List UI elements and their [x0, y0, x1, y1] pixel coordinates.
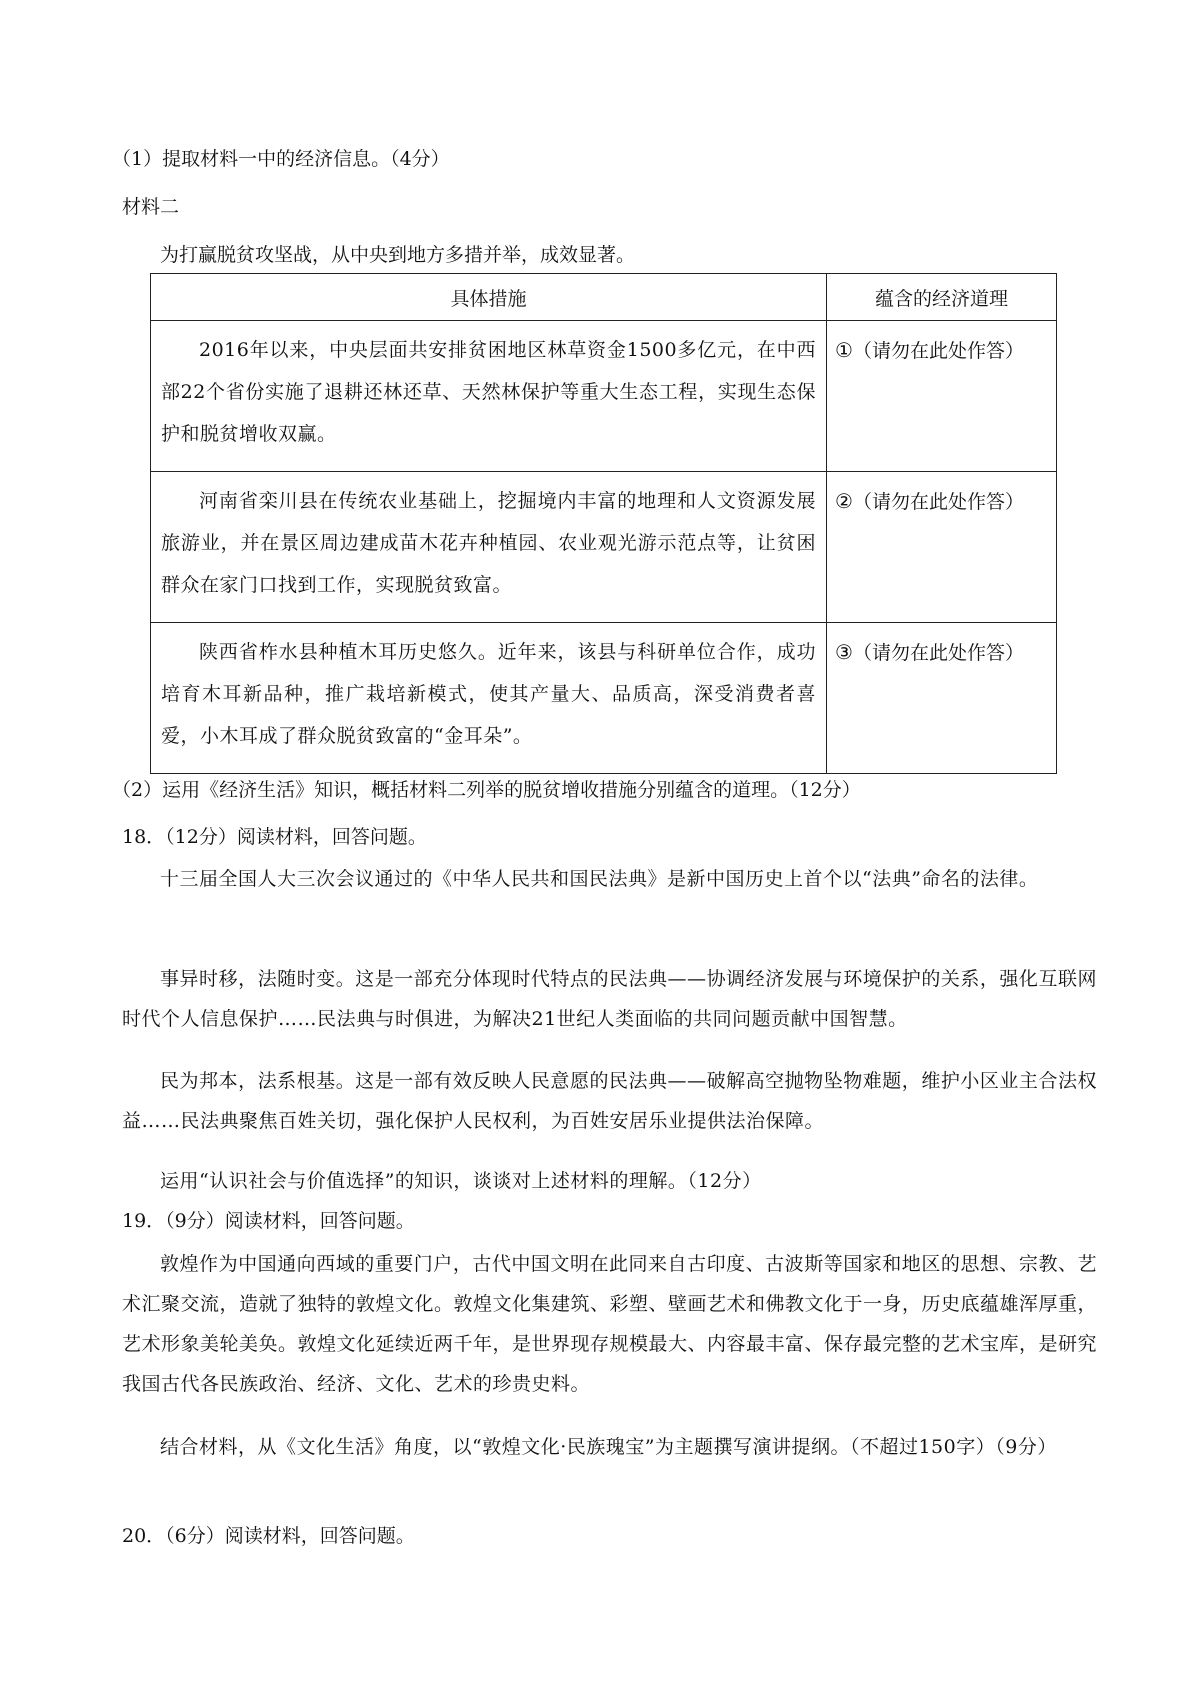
header-economic-principle: 蕴含的经济道理: [827, 274, 1057, 321]
q18-question: 运用“认识社会与价值选择”的知识，谈谈对上述材料的理解。（12分）: [160, 1170, 762, 1192]
q17-part1-prompt: （1）提取材料一中的经济信息。（4分）: [112, 148, 450, 170]
no-answer-note: （请勿在此处作答）: [852, 491, 1024, 513]
principle-cell: [827, 321, 1057, 472]
header-measures: 具体措施: [151, 274, 827, 321]
table-row: [151, 472, 1057, 623]
q18-paragraph: 事异时移，法随时变。这是一部充分体现时代特点的民法典——协调经济发展与环境保护的关系，强化互联网时代个人信息保护……民法典与时俱进，为解决21世纪人类面临的共同问题贡献中国智慧。: [122, 968, 1097, 1030]
no-answer-note: （请勿在此处作答）: [852, 340, 1024, 362]
table-header-row: [151, 274, 1057, 321]
table-row: [151, 321, 1057, 472]
principle-cell: [827, 623, 1057, 774]
q20-heading: 20．（6分）阅读材料，回答问题。: [122, 1525, 415, 1547]
q19-question: 结合材料，从《文化生活》角度，以“敦煌文化·民族瑰宝”为主题撰写演讲提纲。（不超过150字）（9分）: [160, 1436, 1057, 1458]
q18-paragraph: 民为邦本，法系根基。这是一部有效反映人民意愿的民法典——破解高空抛物坠物难题，维护小区业主合法权益……民法典聚焦百姓关切，强化保护人民权利，为百姓安居乐业提供法治保障。: [122, 1070, 1097, 1132]
marker-1: ①: [835, 338, 853, 362]
no-answer-note: （请勿在此处作答）: [852, 642, 1024, 664]
marker-3: ③: [835, 640, 853, 664]
table-row: [151, 623, 1057, 774]
q17-part2-prompt: （2）运用《经济生活》知识，概括材料二列举的脱贫增收措施分别蕴含的道理。（12分）: [112, 779, 861, 801]
q18-heading: 18．（12分）阅读材料，回答问题。: [122, 826, 427, 848]
material-2-intro: 为打赢脱贫攻坚战，从中央到地方多措并举，成效显著。: [160, 244, 636, 266]
q19-heading: 19．（9分）阅读材料，回答问题。: [122, 1210, 415, 1232]
measure-cell: 河南省栾川县在传统农业基础上，挖掘境内丰富的地理和人文资源发展旅游业，并在景区周边建成苗木花卉种植园、农业观光游示范点等，让贫困群众在家门口找到工作，实现脱贫致富。: [151, 472, 827, 623]
q18-paragraph: 十三届全国人大三次会议通过的《中华人民共和国民法典》是新中国历史上首个以“法典”命名的法律。: [160, 868, 1039, 890]
material-2-heading: 材料二: [122, 196, 180, 218]
measure-cell: 陕西省柞水县种植木耳历史悠久。近年来，该县与科研单位合作，成功培育木耳新品种，推广栽培新模式，使其产量大、品质高，深受消费者喜爱，小木耳成了群众脱贫致富的“金耳朵”。: [151, 623, 827, 774]
principle-cell: [827, 472, 1057, 623]
marker-2: ②: [835, 489, 853, 513]
q19-paragraph: 敦煌作为中国通向西域的重要门户，古代中国文明在此同来自古印度、古波斯等国家和地区的思想、宗教、艺术汇聚交流，造就了独特的敦煌文化。敦煌文化集建筑、彩塑、壁画艺术和佛教文化于一身，历史底蕴雄浑厚重，艺术形象美轮美奂。敦煌文化延续近两千年，是世界现存规模最大、内容最丰富、保存最完整的艺术宝库，是研究我国古代各民族政治、经济、文化、艺术的珍贵史料。: [122, 1253, 1098, 1395]
poverty-measures-table: [150, 273, 1057, 774]
measure-cell: 2016年以来，中央层面共安排贫困地区林草资金1500多亿元，在中西部22个省份实施了退耕还林还草、天然林保护等重大生态工程，实现生态保护和脱贫增收双赢。: [151, 321, 827, 472]
